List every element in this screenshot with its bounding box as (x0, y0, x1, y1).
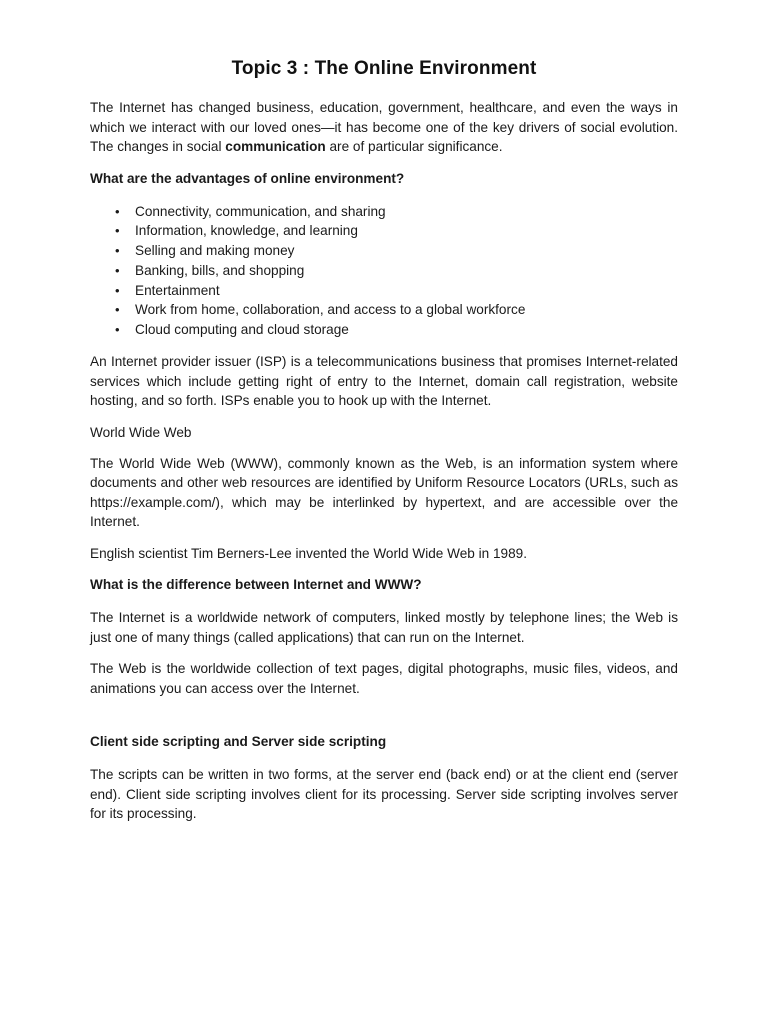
list-item-text: Entertainment (135, 282, 220, 298)
list-item (90, 241, 678, 261)
bullet-icon: • (115, 243, 120, 259)
list-item-text: Cloud computing and cloud storage (135, 322, 349, 338)
list-item (90, 221, 678, 241)
list-item (90, 281, 678, 301)
bullet-icon: • (115, 322, 120, 338)
bullet-icon: • (115, 262, 120, 278)
page-title: Topic 3 : The Online Environment (231, 58, 537, 79)
berners-lee-paragraph: English scientist Tim Berners-Lee invented the World Wide Web in 1989. (90, 545, 527, 561)
web-paragraph: The Web is the worldwide collection of text pages, digital photographs, music files, videos, and animations you can access over the Internet. (90, 661, 678, 696)
scripting-heading: Client side scripting and Server side scripting (90, 734, 387, 750)
list-item-text: Work from home, collaboration, and access to a global workforce (135, 302, 526, 318)
intro-bold-word: communication (225, 139, 326, 154)
difference-paragraph: The Internet is a worldwide network of computers, linked mostly by telephone lines; the Web is just one of many things (called applications) that can run on the Internet. (90, 610, 678, 645)
list-item-text: Banking, bills, and shopping (135, 262, 305, 278)
intro-text-before: The Internet has changed business, education, government, healthcare, and even the ways in which we interact with our loved ones—it has become one of the key drivers of social evolution. The changes in social (90, 100, 678, 154)
list-item (90, 300, 678, 320)
difference-heading: What is the difference between Internet and WWW? (90, 577, 422, 593)
www-paragraph: The World Wide Web (WWW), commonly known as the Web, is an information system where documents and other web resources are identified by Uniform Resource Locators (URLs, such as https://example.com/), which may be interlinked by hypertext, and are accessible over the Internet. (90, 455, 678, 530)
list-item-text: Selling and making money (135, 243, 295, 259)
section-spacer (90, 710, 678, 732)
bullet-icon: • (115, 282, 120, 298)
intro-paragraph (90, 98, 678, 157)
list-item-text: Connectivity, communication, and sharing (135, 203, 386, 219)
bullet-icon: • (115, 203, 120, 219)
list-item-text: Information, knowledge, and learning (135, 223, 358, 239)
advantages-heading: What are the advantages of online environment? (90, 170, 405, 186)
isp-paragraph: An Internet provider issuer (ISP) is a telecommunications business that promises Internet-related services which include getting right of entry to the Internet, domain call registration, website hosting, and so forth. ISPs enable you to hook up with the Internet. (90, 354, 678, 409)
bullet-icon: • (115, 223, 120, 239)
list-item (90, 202, 678, 222)
advantages-list (90, 202, 678, 341)
intro-text-after: are of particular significance. (325, 139, 503, 154)
document-page (90, 58, 678, 836)
www-label: World Wide Web (90, 424, 192, 440)
list-item (90, 320, 678, 340)
scripting-paragraph: The scripts can be written in two forms, at the server end (back end) or at the client end (server end). Client side scripting involves client for its processing. Server side scripting involves server for its processing. (90, 767, 678, 822)
list-item (90, 261, 678, 281)
bullet-icon: • (115, 302, 120, 318)
